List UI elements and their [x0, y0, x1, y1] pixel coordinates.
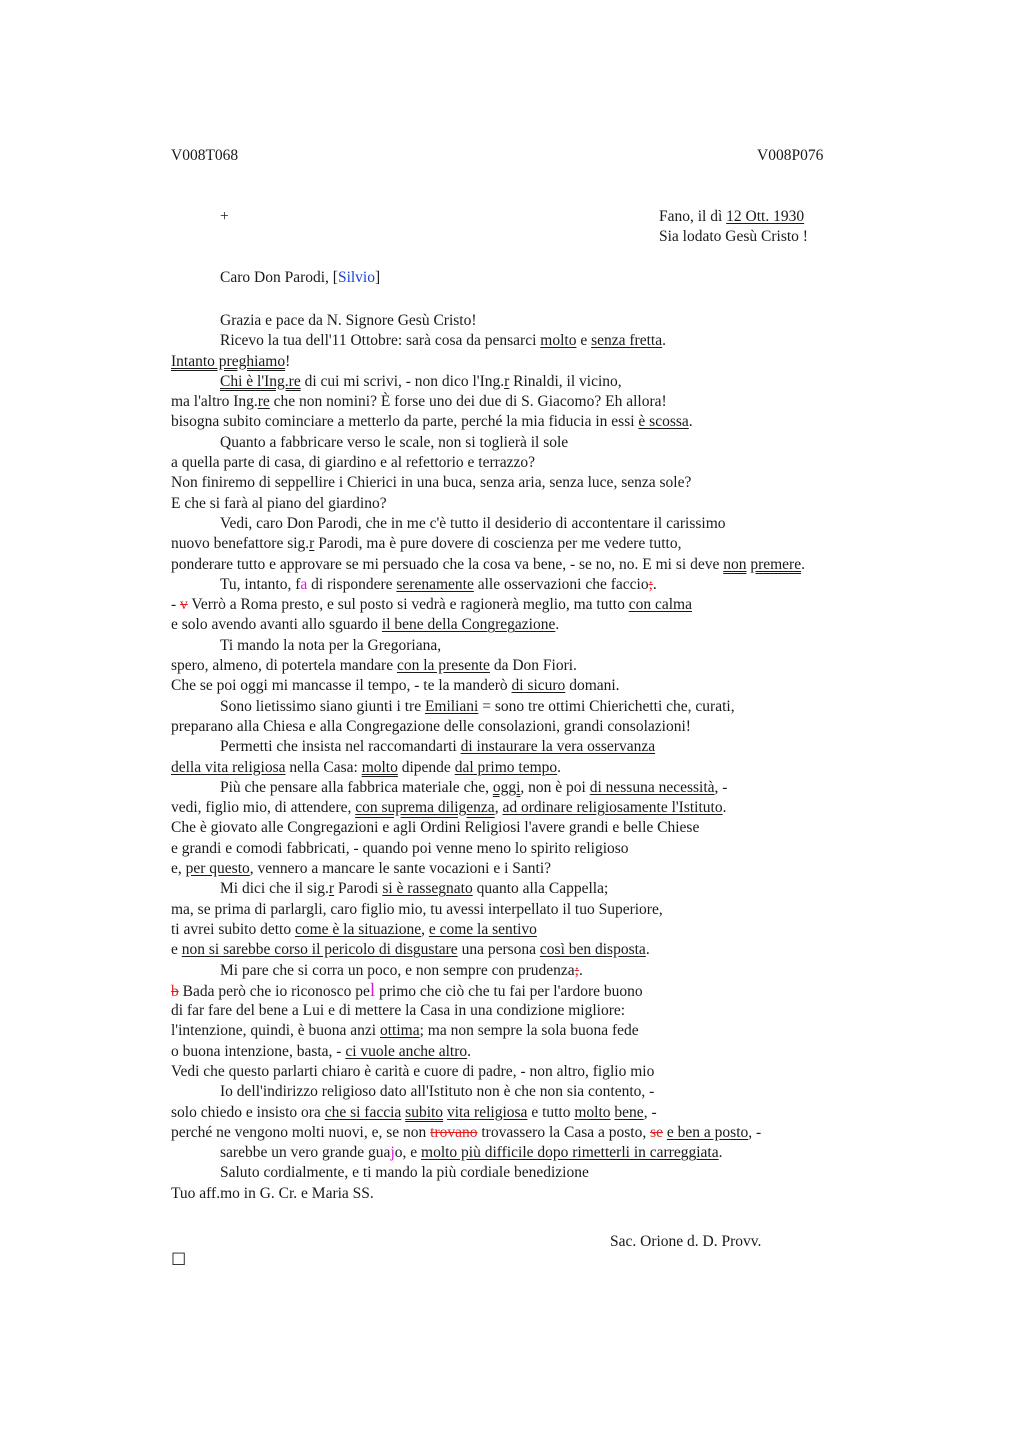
underlined-text: così ben disposta	[539, 941, 646, 959]
underlined-text: serenamente	[396, 575, 474, 593]
letter-line	[171, 1042, 931, 1062]
underlined-text: Emiliani	[424, 697, 479, 715]
text-run: Rinaldi, il vicino,	[509, 372, 622, 390]
text-run: , vennero a mancare le sante vocazioni e i Santi?	[249, 860, 552, 878]
text-run: di rispondere	[307, 575, 397, 593]
underlined-text: r	[309, 535, 315, 553]
letter-line	[171, 412, 931, 432]
text-run: l'intenzione, quindi, è buona anzi	[171, 1022, 380, 1040]
text-run: !	[285, 352, 291, 370]
deleted-text: v	[180, 596, 188, 614]
text-run: .	[718, 1144, 723, 1162]
letter-line	[171, 940, 931, 960]
text-run: -	[171, 596, 181, 614]
letter-line	[171, 1123, 931, 1143]
text-run: Vedi che questo parlarti chiaro è carità e cuore di padre, - non altro, figlio mio	[171, 1062, 655, 1080]
deleted-text: se	[650, 1123, 664, 1141]
text-run: e	[171, 941, 182, 959]
letter-line	[171, 1021, 931, 1041]
text-run: ,	[494, 799, 503, 817]
deleted-text: b	[171, 982, 179, 1000]
deleted-text: trovano	[430, 1123, 478, 1141]
text-run: Parodi, ma è pure dovere di coscienza per me vedere tutto,	[314, 535, 682, 553]
inserted-text: l	[369, 979, 376, 1001]
text-run: .	[557, 758, 562, 776]
underlined-text: r	[328, 880, 335, 898]
underlined-text: della vita religiosa	[171, 758, 286, 776]
underlined-text: molto più difficile dopo rimetterli in carreggiata	[421, 1144, 719, 1162]
text-run: Sono lietissimo siano giunti i tre	[220, 697, 425, 715]
underlined-text: vita religiosa	[446, 1103, 528, 1121]
underlined-text: è scossa	[638, 413, 689, 431]
letter-line	[171, 372, 931, 392]
text-run: che non nomini? È forse uno dei due di S. Giacomo? Eh allora!	[269, 393, 667, 411]
text-run: Vedi, caro Don Parodi, che in me c'è tutto il desiderio di accontentare il carissimo	[220, 514, 726, 532]
text-run: a quella parte di casa, di giardino e al refettorio e terrazzo?	[171, 454, 536, 472]
letter-line	[171, 555, 931, 575]
text-run: .	[467, 1042, 471, 1060]
text-run: .	[722, 799, 727, 817]
letter-line	[171, 1103, 931, 1123]
letter-line	[171, 615, 931, 635]
text-run: una persona	[457, 941, 540, 959]
text-run: solo chiedo e insisto ora	[171, 1103, 325, 1121]
underlined-text: ad ordinare religiosamente l'Istituto	[502, 799, 723, 817]
text-run: nella Casa:	[285, 758, 362, 776]
text-run: ,	[421, 920, 429, 938]
text-run: Io dell'indirizzo religioso dato all'Istituto non è che non sia contento, -	[220, 1083, 655, 1101]
text-run: Grazia e pace da N. Signore Gesù Cristo!	[220, 312, 477, 329]
text-run: Tu, intanto, f	[220, 575, 301, 593]
letter-line	[171, 737, 931, 757]
letter-line	[171, 859, 931, 879]
letter-line	[171, 798, 931, 818]
text-run: ma l'altro Ing.	[171, 393, 258, 411]
underlined-text: non si sarebbe corso il pericolo di disgustare	[181, 941, 458, 959]
text-run: Ricevo la tua dell'11 Ottobre: sarà cosa da pensarci	[220, 332, 541, 350]
salutation-suffix: ]	[375, 269, 381, 286]
text-run: Che è giovato alle Congregazioni e agli Ordini Religiosi l'avere grandi e belle Chiese	[171, 819, 700, 837]
underlined-text: con calma	[628, 596, 692, 614]
text-run: bisogna subito cominciare a metterlo da parte, perché la mia fiducia in essi	[171, 413, 639, 431]
motto-line: Sia lodato Gesù Cristo !	[659, 228, 808, 245]
underlined-text: per questo	[185, 860, 250, 878]
text-run: Bada però che io riconosco pe	[178, 982, 370, 1000]
letter-line	[171, 433, 931, 453]
text-run: Quanto a fabbricare verso le scale, non si toglierà il sole	[220, 433, 569, 451]
cross-mark: +	[220, 208, 229, 225]
letter-line	[171, 392, 931, 412]
letter-line	[171, 879, 931, 899]
text-run: nuovo benefattore sig.	[171, 535, 310, 553]
text-run: preparano alla Chiesa e alla Congregazione delle consolazioni, grandi consolazioni!	[171, 717, 691, 735]
text-run: Che se poi oggi mi mancasse il tempo, - te la manderò	[171, 677, 512, 695]
text-run: o, e	[394, 1144, 422, 1162]
text-run: , -	[714, 778, 728, 796]
deleted-text: ;	[648, 575, 653, 593]
underlined-text: senza fretta	[591, 332, 663, 350]
letter-line	[171, 636, 931, 656]
underlined-text: r	[504, 372, 510, 390]
text-run: di far fare del bene a Lui e di mettere la Casa in una condizione migliore:	[171, 1002, 626, 1020]
document-code-left: V008T068	[171, 147, 239, 164]
underlined-text: il bene della Congregazione	[381, 616, 556, 634]
letter-line	[171, 494, 931, 514]
underlined-text: premere	[750, 555, 802, 573]
text-run: E che si farà al piano del giardino?	[171, 494, 387, 512]
text-run: o buona intenzione, basta, -	[171, 1042, 346, 1060]
text-run: .	[662, 332, 666, 350]
text-run: ; ma non sempre la sola buona fede	[419, 1022, 639, 1040]
underlined-text: di instaurare la vera osservanza	[460, 738, 656, 756]
end-mark-icon: ☐	[171, 1250, 187, 1269]
letter-line	[171, 656, 931, 676]
text-run: , non è poi	[520, 778, 590, 796]
letter-line	[171, 920, 931, 940]
letter-line	[171, 717, 931, 737]
underlined-text: molto	[540, 332, 577, 350]
text-run: Non finiremo di seppellire i Chierici in una buca, senza aria, senza luce, senza sole?	[171, 474, 692, 492]
underlined-text: che si faccia	[324, 1103, 402, 1121]
letter-line	[171, 1001, 931, 1021]
letter-line	[171, 900, 931, 920]
deleted-text: ;	[574, 961, 579, 979]
underlined-text: subito	[405, 1103, 444, 1121]
signature: Sac. Orione d. D. Provv.	[610, 1233, 762, 1250]
underlined-text: dal primo tempo	[454, 758, 558, 776]
text-run: Ti mando la nota per la Gregoriana,	[220, 636, 442, 654]
text-run: Mi dici che il sig.	[220, 880, 329, 898]
text-run: e solo avendo avanti allo sguardo	[171, 616, 382, 634]
underlined-text: con la presente	[396, 657, 490, 675]
underlined-text: e come la sentivo	[428, 920, 537, 938]
text-run: , -	[748, 1123, 762, 1141]
letter-line	[171, 1062, 931, 1082]
text-run: di cui mi scrivi, - non dico l'Ing.	[300, 372, 505, 390]
text-run: ponderare tutto e approvare se mi persuado che la cosa va bene, - se no, no. E mi si deve	[171, 555, 724, 573]
text-run: .	[578, 961, 583, 979]
underlined-text: Chi è l'Ing.re	[220, 372, 301, 390]
letter-line	[171, 311, 931, 331]
letter-line	[171, 676, 931, 696]
text-run: ti avrei subito detto	[171, 920, 295, 938]
letter-line	[171, 453, 931, 473]
salutation	[220, 269, 380, 287]
letter-line	[171, 697, 931, 717]
letter-line	[171, 1184, 931, 1204]
letter-body	[171, 311, 931, 1204]
underlined-text: di nessuna necessità	[589, 778, 715, 796]
letter-line	[171, 473, 931, 493]
letter-line	[171, 595, 931, 615]
text-run: Mi pare che si corra un poco, e non sempre con prudenza	[220, 961, 575, 979]
underlined-text: con suprema diligenza	[355, 799, 495, 817]
text-run: .	[652, 575, 657, 593]
text-run: e,	[171, 860, 186, 878]
letter-line	[171, 1163, 931, 1183]
letter-line	[171, 1082, 931, 1102]
letter-line	[171, 514, 931, 534]
text-run: Saluto cordialmente, e ti mando la più cordiale benedizione	[220, 1164, 589, 1182]
text-run: da Don Fiori.	[489, 657, 577, 675]
letter-line	[171, 534, 931, 554]
underlined-text: ci vuole anche altro	[345, 1042, 468, 1060]
letter-line	[171, 778, 931, 798]
inserted-text: a	[300, 575, 308, 593]
underlined-text: oggi	[492, 778, 521, 796]
text-run: Permetti che insista nel raccomandarti	[220, 738, 461, 756]
letter-line	[171, 1143, 931, 1163]
text-run: e grandi e comodi fabbricati, - quando poi venne meno lo spirito religioso	[171, 839, 629, 857]
text-run: dipende	[397, 758, 455, 776]
text-run: .	[801, 555, 805, 573]
letter-line	[171, 331, 931, 351]
underlined-text: bene	[614, 1103, 644, 1121]
text-run: e	[576, 332, 592, 350]
letter-line	[171, 352, 931, 372]
letter-line	[171, 758, 931, 778]
text-run: primo che ciò che tu fai per l'ardore buono	[375, 982, 643, 1000]
text-run: Parodi	[334, 880, 383, 898]
text-run: perché ne vengono molti nuovi, e, se non	[171, 1123, 431, 1141]
letter-line	[171, 961, 931, 981]
underlined-text: si è rassegnato	[382, 880, 473, 898]
place-prefix: Fano, il dì	[659, 208, 727, 225]
text-run: .	[555, 616, 560, 634]
text-run: domani.	[565, 677, 620, 695]
underlined-text: re	[257, 393, 270, 411]
text-run: quanto alla Cappella;	[472, 880, 609, 898]
underlined-text: non	[723, 555, 747, 573]
text-run: trovassero la Casa a posto,	[477, 1123, 651, 1141]
letter-line	[171, 818, 931, 838]
date-line	[659, 208, 804, 226]
letter-line	[171, 839, 931, 859]
salutation-prefix: Caro Don Parodi, [	[220, 269, 338, 286]
underlined-text: molto	[361, 758, 398, 776]
text-run: alle osservazioni che faccio	[473, 575, 649, 593]
underlined-text: come è la situazione	[294, 920, 422, 938]
underlined-text: e ben a posto	[666, 1123, 749, 1141]
salutation-name: Silvio	[337, 269, 375, 286]
text-run: Tuo aff.mo in G. Cr. e Maria SS.	[171, 1184, 374, 1202]
text-run: sarebbe un vero grande gua	[220, 1144, 391, 1162]
underlined-text: Intanto preghiamo	[171, 352, 286, 370]
text-run: Verrò a Roma presto, e sul posto si vedrà e ragionerà meglio, ma tutto	[187, 596, 629, 614]
underlined-text: di sicuro	[511, 677, 566, 695]
text-run: vedi, figlio mio, di attendere,	[171, 799, 356, 817]
text-run: e tutto	[527, 1103, 575, 1121]
text-run: .	[688, 413, 693, 431]
text-run: spero, almeno, di potertela mandare	[171, 657, 397, 675]
letter-date: 12 Ott. 1930	[726, 208, 805, 225]
page-code-right: V008P076	[757, 147, 824, 164]
underlined-text: molto	[574, 1103, 611, 1121]
text-run: = sono tre ottimi Chierichetti che, curati,	[478, 697, 735, 715]
letter-line	[171, 575, 931, 595]
text-run: Più che pensare alla fabbrica materiale che,	[220, 778, 493, 796]
inserted-text: j	[390, 1144, 395, 1162]
underlined-text: ottima	[379, 1022, 420, 1040]
text-run: .	[645, 941, 650, 959]
text-run: , -	[643, 1103, 657, 1121]
letter-line	[171, 981, 931, 1001]
text-run: ma, se prima di parlargli, caro figlio mio, tu avessi interpellato il tuo Superiore,	[171, 900, 663, 918]
